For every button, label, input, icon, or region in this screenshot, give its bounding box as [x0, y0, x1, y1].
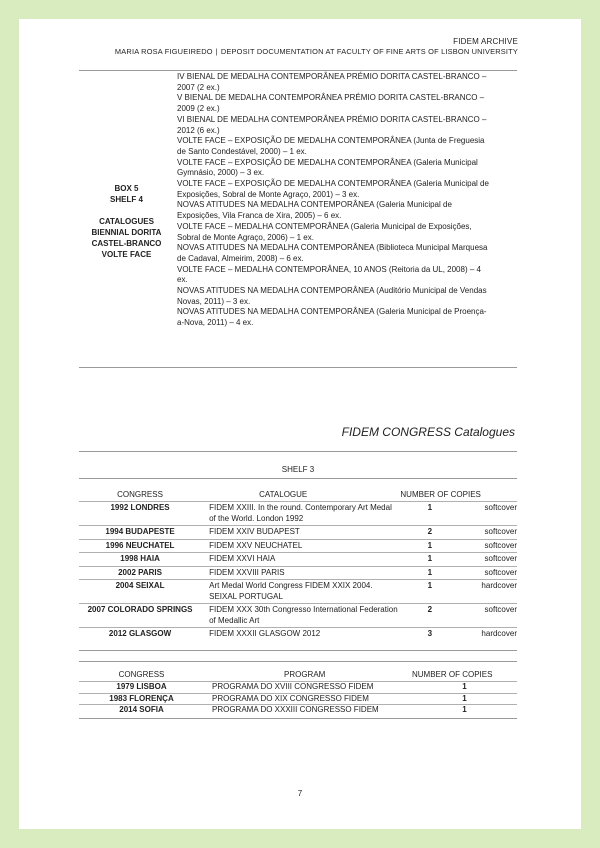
list-item: NOVAS ATITUDES NA MEDALHA CONTEMPORÂNEA (Biblioteca Municipal Marquesa de Cadaval, Almeirim, 2008) – 6 ex.	[177, 243, 488, 263]
column-header-catalogue: CATALOGUE	[259, 490, 308, 499]
box5-label	[79, 183, 174, 260]
cell-copies: 1	[427, 540, 433, 550]
table-row	[79, 705, 517, 716]
list-item: VOLTE FACE – EXPOSIÇÃO DE MEDALHA CONTEMPORÂNEA (Galeria Municipal Gymnásio, 2000) – 3 ex.	[177, 157, 478, 178]
cell-cover: softcover	[484, 605, 517, 614]
list-item: NOVAS ATITUDES NA MEDALHA CONTEMPORÂNEA (Galeria Municipal de Proença-a-Nova, 2011) – 4 ex.	[177, 307, 487, 328]
table-row	[79, 580, 517, 604]
document-page	[19, 19, 581, 829]
list-item: VOLTE FACE – MEDALHA CONTEMPORÂNEA (Galeria Municipal de Exposições, Sobral de Monte Agraço, 2006) – 1 ex.	[177, 221, 472, 242]
table-row	[79, 628, 517, 641]
header-author: MARIA ROSA FIGUEIREDO	[114, 47, 213, 56]
list-item: VI BIENAL DE MEDALHA CONTEMPORÂNEA PRÉMIO DORITA CASTEL-BRANCO – 2012 (6 ex.)	[177, 114, 487, 135]
cell-congress: 2012 GLASGOW	[108, 629, 172, 638]
box5-label-line: VOLTE FACE	[101, 250, 152, 259]
cell-copies: 2	[427, 527, 433, 536]
cell-congress: 2007 COLORADO SPRINGS	[87, 605, 193, 614]
cell-catalogue: FIDEM XXXII GLASGOW 2012	[209, 629, 321, 638]
cell-congress: 1979 LISBOA	[116, 682, 167, 691]
box5-label-gap	[79, 205, 174, 216]
cell-catalogue: Art Medal World Congress FIDEM XXIX 2004. SEIXAL PORTUGAL	[209, 581, 373, 601]
box5-entry-list	[177, 72, 492, 329]
table-row	[79, 566, 517, 580]
table-row	[79, 526, 517, 540]
column-header-copies: NUMBER OF COPIES	[400, 490, 481, 499]
cell-catalogue: FIDEM XXV NEUCHATEL	[209, 540, 303, 550]
list-item: NOVAS ATITUDES NA MEDALHA CONTEMPORÂNEA (Auditório Municipal de Vendas Novas, 2011) – 3 ex.	[177, 286, 487, 306]
column-header-copies: NUMBER OF COPIES	[412, 670, 493, 679]
program-table-block	[79, 661, 517, 719]
table-row	[79, 604, 517, 628]
cell-cover: softcover	[484, 554, 517, 563]
table-header-row	[79, 488, 517, 502]
header-archive-title: FIDEM ARCHIVE	[453, 37, 518, 46]
cell-copies: 2	[427, 605, 433, 614]
column-header-congress: CONGRESS	[117, 490, 163, 499]
box5-label-line: CASTEL-BRANCO	[91, 239, 162, 248]
catalogues-table-block	[79, 451, 517, 651]
catalogues-table	[79, 488, 517, 641]
cell-catalogue: FIDEM XXIII. In the round. Contemporary Art Medal of the World. London 1992	[209, 503, 392, 523]
list-item: VOLTE FACE – EXPOSIÇÃO DE MEDALHA CONTEMPORÂNEA (Junta de Freguesia de Santo Condestável, 2000) – 1 ex.	[177, 136, 485, 156]
cell-congress: 1983 FLORENÇA	[109, 693, 174, 703]
divider	[79, 478, 517, 479]
cell-cover: softcover	[484, 527, 517, 536]
cell-copies: 1	[462, 705, 467, 714]
cell-copies: 1	[462, 682, 467, 691]
list-item: VOLTE FACE – MEDALHA CONTEMPORÂNEA, 10 ANOS (Reitoria da UL, 2008) – 4 ex.	[177, 264, 481, 285]
table-row	[79, 502, 517, 526]
cell-congress: 1994 BUDAPESTE	[105, 527, 175, 536]
box5-section	[79, 70, 517, 368]
table-row	[79, 539, 517, 553]
cell-copies: 1	[427, 503, 433, 512]
header-subtitle	[115, 47, 518, 56]
cell-cover: hardcover	[481, 629, 517, 638]
list-item: NOVAS ATITUDES NA MEDALHA CONTEMPORÂNEA (Galeria Municipal de Exposições, Vila Franca de Xira, 2005) – 6 ex.	[177, 200, 452, 221]
cell-copies: 1	[462, 693, 467, 703]
cell-program: PROGRAMA DO XIX CONGRESSO FIDEM	[212, 693, 369, 703]
shelf-label: SHELF 3	[281, 465, 315, 474]
cell-cover: softcover	[484, 567, 517, 577]
box5-label-line: SHELF 4	[110, 195, 143, 204]
box5-label-line: BIENNIAL DORITA	[91, 228, 162, 237]
table-row	[79, 693, 517, 705]
section-title: FIDEM CONGRESS Catalogues	[341, 425, 515, 439]
cell-program: PROGRAMA DO XVIII CONGRESSO FIDEM	[212, 682, 374, 691]
header-description: DEPOSIT DOCUMENTATION AT FACULTY OF FINE ARTS OF LISBON UNIVERSITY	[220, 47, 518, 56]
cell-catalogue: FIDEM XXVI HAIA	[209, 554, 276, 563]
cell-congress: 2002 PARIS	[118, 567, 162, 577]
program-table	[79, 668, 517, 716]
cell-catalogue: FIDEM XXVIII PARIS	[209, 567, 285, 577]
cell-copies: 1	[427, 567, 433, 577]
table-row	[79, 553, 517, 567]
cell-congress: 1996 NEUCHATEL	[105, 540, 175, 550]
cell-cover: hardcover	[481, 581, 517, 590]
cell-congress: 2014 SOFIA	[119, 705, 164, 714]
column-header-congress: CONGRESS	[118, 670, 165, 679]
cell-copies: 1	[427, 581, 433, 590]
list-item: V BIENAL DE MEDALHA CONTEMPORÂNEA PRÉMIO DORITA CASTEL-BRANCO – 2009 (2 ex.)	[177, 93, 485, 114]
box5-label-line: BOX 5	[114, 184, 139, 193]
list-item: IV BIENAL DE MEDALHA CONTEMPORÂNEA PRÉMIO DORITA CASTEL-BRANCO – 2007 (2 ex.)	[177, 72, 487, 92]
column-header-program: PROGRAM	[284, 670, 326, 679]
cell-congress: 1992 LONDRES	[110, 503, 170, 512]
cell-copies: 1	[427, 554, 433, 563]
box5-label-line: CATALOGUES	[99, 217, 154, 226]
cell-catalogue: FIDEM XXX 30th Congresso International Federation of Medallic Art	[209, 605, 398, 625]
header-separator: |	[215, 47, 218, 56]
table-row	[79, 682, 517, 694]
list-item: VOLTE FACE – EXPOSIÇÃO DE MEDALHA CONTEMPORÂNEA (Galeria Municipal de Exposições, Sobral de Monte Agraço, 2001) – 3 ex.	[177, 179, 489, 199]
cell-program: PROGRAMA DO XXXIII CONGRESSO FIDEM	[212, 705, 379, 714]
cell-copies: 3	[427, 629, 433, 638]
cell-cover: softcover	[484, 503, 517, 512]
page-number: 7	[297, 789, 303, 798]
cell-cover: softcover	[484, 540, 517, 550]
table-header-row	[79, 668, 517, 682]
cell-congress: 2004 SEIXAL	[115, 581, 165, 590]
cell-catalogue: FIDEM XXIV BUDAPEST	[209, 527, 300, 536]
cell-congress: 1998 HAIA	[120, 554, 160, 563]
